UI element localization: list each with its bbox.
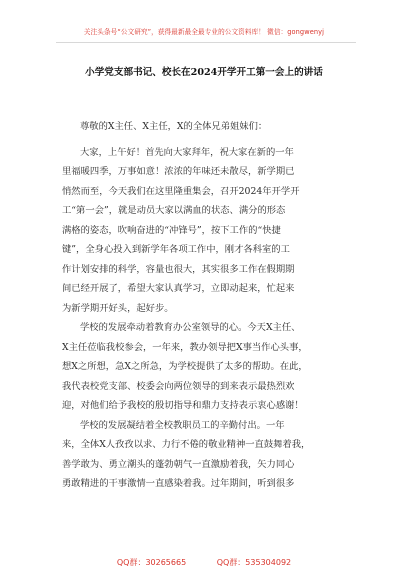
paragraph-line: 满格的姿态，吹响奋进的“冲锋号”，按下工作的“快捷 (62, 224, 281, 236)
document-body (62, 117, 352, 494)
header-banner: 关注头条号“公文研究”，获得最新最全最专业的公文资料库！ 微信：gongwenyj (83, 28, 325, 36)
paragraphs (62, 143, 352, 494)
paragraph-line: 迎，对他们给予我校的殷切指导和鼎力支持表示衷心感谢！ (62, 400, 304, 411)
paragraph-line: 为新学期开好头，起好步。 (62, 302, 174, 314)
paragraph-line: 键”，全身心投入到新学年各项工作中，刚才各科室的工 (62, 244, 290, 255)
paragraph-line: 大家，上午好！首先向大家拜年，祝大家在新的一年 (80, 146, 294, 158)
paragraph-line: 作计划安排的科学，容量也很大，其实很多工作在假期期 (62, 263, 295, 275)
footer (0, 557, 408, 568)
paragraph-line: 学校的发展牵动着教育办公室领导的心。今天X主任、 (80, 322, 301, 333)
paragraph-line: 学校的发展凝结着全校教职员工的辛勤付出。一年 (80, 419, 285, 431)
paragraph-line: 想X之所想，急X之所急，为学校提供了太多的帮助。在此， (62, 361, 308, 372)
footer-qq-group-1: QQ群：30265665 (116, 558, 187, 567)
paragraph-line: 来，全体X人孜孜以求、力行不倦的敬业精神一直鼓舞着我， (62, 439, 311, 450)
paragraph-line: X主任莅临我校参会，一年来，教办领导把X事当作心头事， (62, 341, 308, 353)
greeting: 尊敬的X主任、X主任，X的全体兄弟姐妹们： (80, 121, 268, 132)
footer-qq-group-2: QQ群：535304092 (216, 558, 292, 567)
paragraph-line: 里福暖四季，万事如意！浓浓的年味还未散尽，新学期已 (62, 166, 295, 177)
document-title: 小学党支部书记、校长在2024开学开工第一会上的讲话 (85, 67, 323, 78)
paragraph-line: 我代表校党支部、校委会向两位领导的到来表示最热烈欢 (62, 380, 295, 392)
paragraph-line: 间已经开展了，希望大家认真学习，立即动起来，忙起来 (62, 283, 295, 294)
paragraph-line: 善学敢为、勇立潮头的蓬勃朝气一直激励着我，矢力同心 (62, 458, 295, 470)
paragraph-line: 勇敢精进的干事激情一直感染着我。过年期间，听到很多 (62, 478, 295, 489)
paragraph-line: 工“第一会”，就是动员大家以满血的状态、满分的形态 (62, 205, 286, 216)
paragraph-line: 悄然而至，今天我们在这里隆重集会，召开2024年开学开 (62, 185, 300, 197)
header-divider (56, 42, 356, 43)
